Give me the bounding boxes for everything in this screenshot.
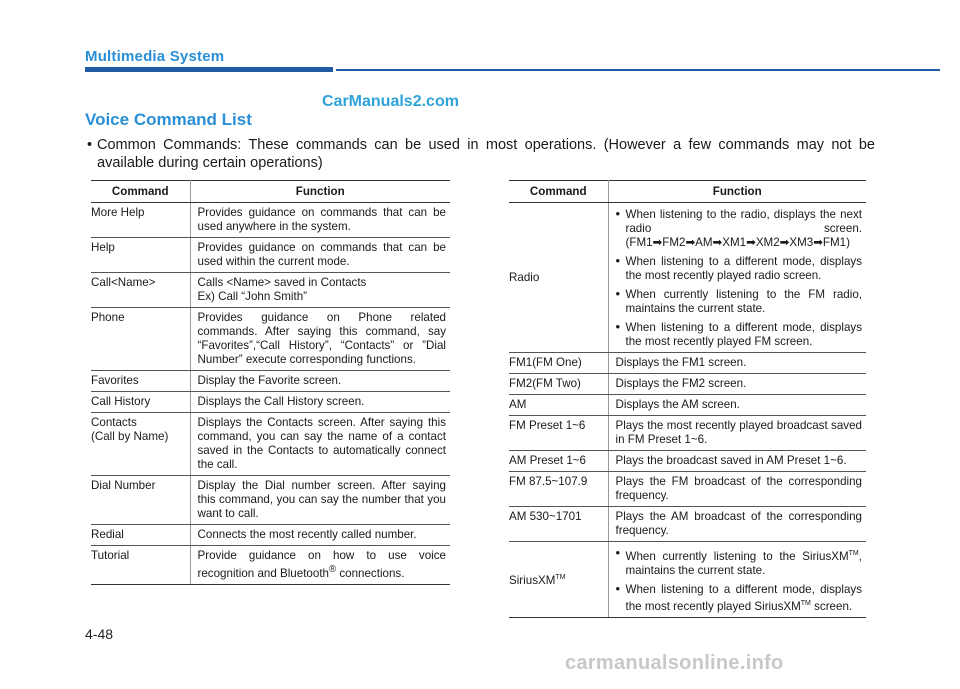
table-row [509,395,866,416]
intro-paragraph [85,136,875,172]
command-cell: AM 530~1701 [509,507,608,542]
table-row [91,413,450,476]
function-cell: Plays the AM broadcast of the corresponding frequency. [608,507,866,542]
function-cell [608,542,866,618]
trademark-mark: TM [800,599,811,607]
command-cell: AM [509,395,608,416]
command-cell: Call<Name> [91,273,190,308]
function-cell: Connects the most recently called number. [190,525,450,546]
function-cell: Display the Dial number screen. After saying this command, you can say the number that you want to call. [190,476,450,525]
page-number: 4-48 [85,626,114,642]
function-cell: Displays the FM2 screen. [608,374,866,395]
column-header-command: Command [509,181,608,203]
bullet-text: , maintains the current state. [625,549,862,577]
table-row [91,203,450,238]
table-row [509,542,866,618]
bullet-item: • When listening to the radio, displays the next radio screen. (FM1➡FM2➡AM➡XM1➡XM2➡XM3➡FM1) [616,208,863,250]
table-row [509,374,866,395]
table-row [509,203,866,353]
command-cell: Dial Number [91,476,190,525]
table-header-row [509,181,866,203]
watermark-bottom: carmanualsonline.info [565,652,784,674]
column-header-function: Function [608,181,866,203]
trademark-mark: TM [848,550,859,557]
table-header-row [91,181,450,203]
function-cell: Plays the most recently played broadcast saved in FM Preset 1~6. [608,416,866,451]
function-cell [608,203,866,353]
command-cell: More Help [91,203,190,238]
table-row [509,353,866,374]
table-row [91,308,450,371]
watermark-top: CarManuals2.com [322,93,459,110]
header-rule-thin [336,69,940,71]
function-cell: Provides guidance on commands that can be used within the current mode. [190,238,450,273]
command-cell: FM Preset 1~6 [509,416,608,451]
page-heading: Voice Command List [85,110,252,129]
command-line: Contacts [91,416,137,429]
table-row [509,507,866,542]
function-cell: Displays the AM screen. [608,395,866,416]
table-row [509,451,866,472]
command-cell: Call History [91,392,190,413]
command-cell: Radio [509,203,608,353]
registered-mark: ® [329,564,337,575]
table-row [91,273,450,308]
command-cell: Redial [91,525,190,546]
table-row [91,238,450,273]
function-cell: Plays the FM broadcast of the corresponding frequency. [608,472,866,507]
bullet-text: When listening to a different mode, displays the most recently played SiriusXM [625,582,862,613]
function-cell [190,273,450,308]
bullet-icon: • [87,137,93,153]
table-row [509,416,866,451]
table-row [91,371,450,392]
table-row [91,476,450,525]
bullet-item: • When listening to a different mode, displays the most recently played FM screen. [616,321,863,349]
function-cell: Plays the broadcast saved in AM Preset 1~6. [608,451,866,472]
command-cell: AM Preset 1~6 [509,451,608,472]
command-cell: FM1(FM One) [509,353,608,374]
bullet-item [616,583,863,614]
column-header-command: Command [91,181,190,203]
command-cell: FM 87.5~107.9 [509,472,608,507]
header-rule-thick [85,67,333,72]
command-line: (Call by Name) [91,430,169,443]
bullet-item: • When currently listening to the FM radio, maintains the current state. [616,288,863,316]
command-cell: Help [91,238,190,273]
table-row [91,525,450,546]
function-line: Calls <Name> saved in Contacts [197,276,367,289]
trademark-mark: TM [555,573,566,581]
section-title: Multimedia System [85,48,225,65]
function-text: Provide guidance on how to use voice recognition and Bluetooth [197,549,446,580]
function-cell: Displays the Call History screen. [190,392,450,413]
function-cell: Provides guidance on Phone related commands. After saying this command, say “Favorites”,“Call History”, “Contacts” or ”Dial Number” execute corresponding functions. [190,308,450,371]
table-row [91,546,450,585]
function-cell: Provides guidance on commands that can be used anywhere in the system. [190,203,450,238]
function-line: Ex) Call “John Smith” [197,290,308,303]
command-cell [509,542,608,618]
intro-text: Common Commands: These commands can be used in most operations. (However a few commands may not be available during certain operations) [97,137,875,171]
command-cell: FM2(FM Two) [509,374,608,395]
function-cell: Displays the Contacts screen. After saying this command, you can say the name of a contact saved in the Contacts to automatically connect the call. [190,413,450,476]
command-cell: Favorites [91,371,190,392]
bullet-item [616,547,863,578]
bullet-item: • When listening to a different mode, displays the most recently played radio screen. [616,255,863,283]
function-cell [190,546,450,585]
voice-command-table-right [509,180,866,618]
voice-command-table-left [91,180,450,585]
column-header-function: Function [190,181,450,203]
table-row [91,392,450,413]
table-row [509,472,866,507]
bullet-text: screen. [810,599,853,613]
function-cell: Display the Favorite screen. [190,371,450,392]
command-cell [91,413,190,476]
command-cell: Tutorial [91,546,190,585]
command-cell: Phone [91,308,190,371]
bullet-text: When currently listening to the SiriusXM [625,549,849,563]
command-text: SiriusXM [509,573,556,587]
function-text: connections. [336,566,405,580]
function-cell: Displays the FM1 screen. [608,353,866,374]
